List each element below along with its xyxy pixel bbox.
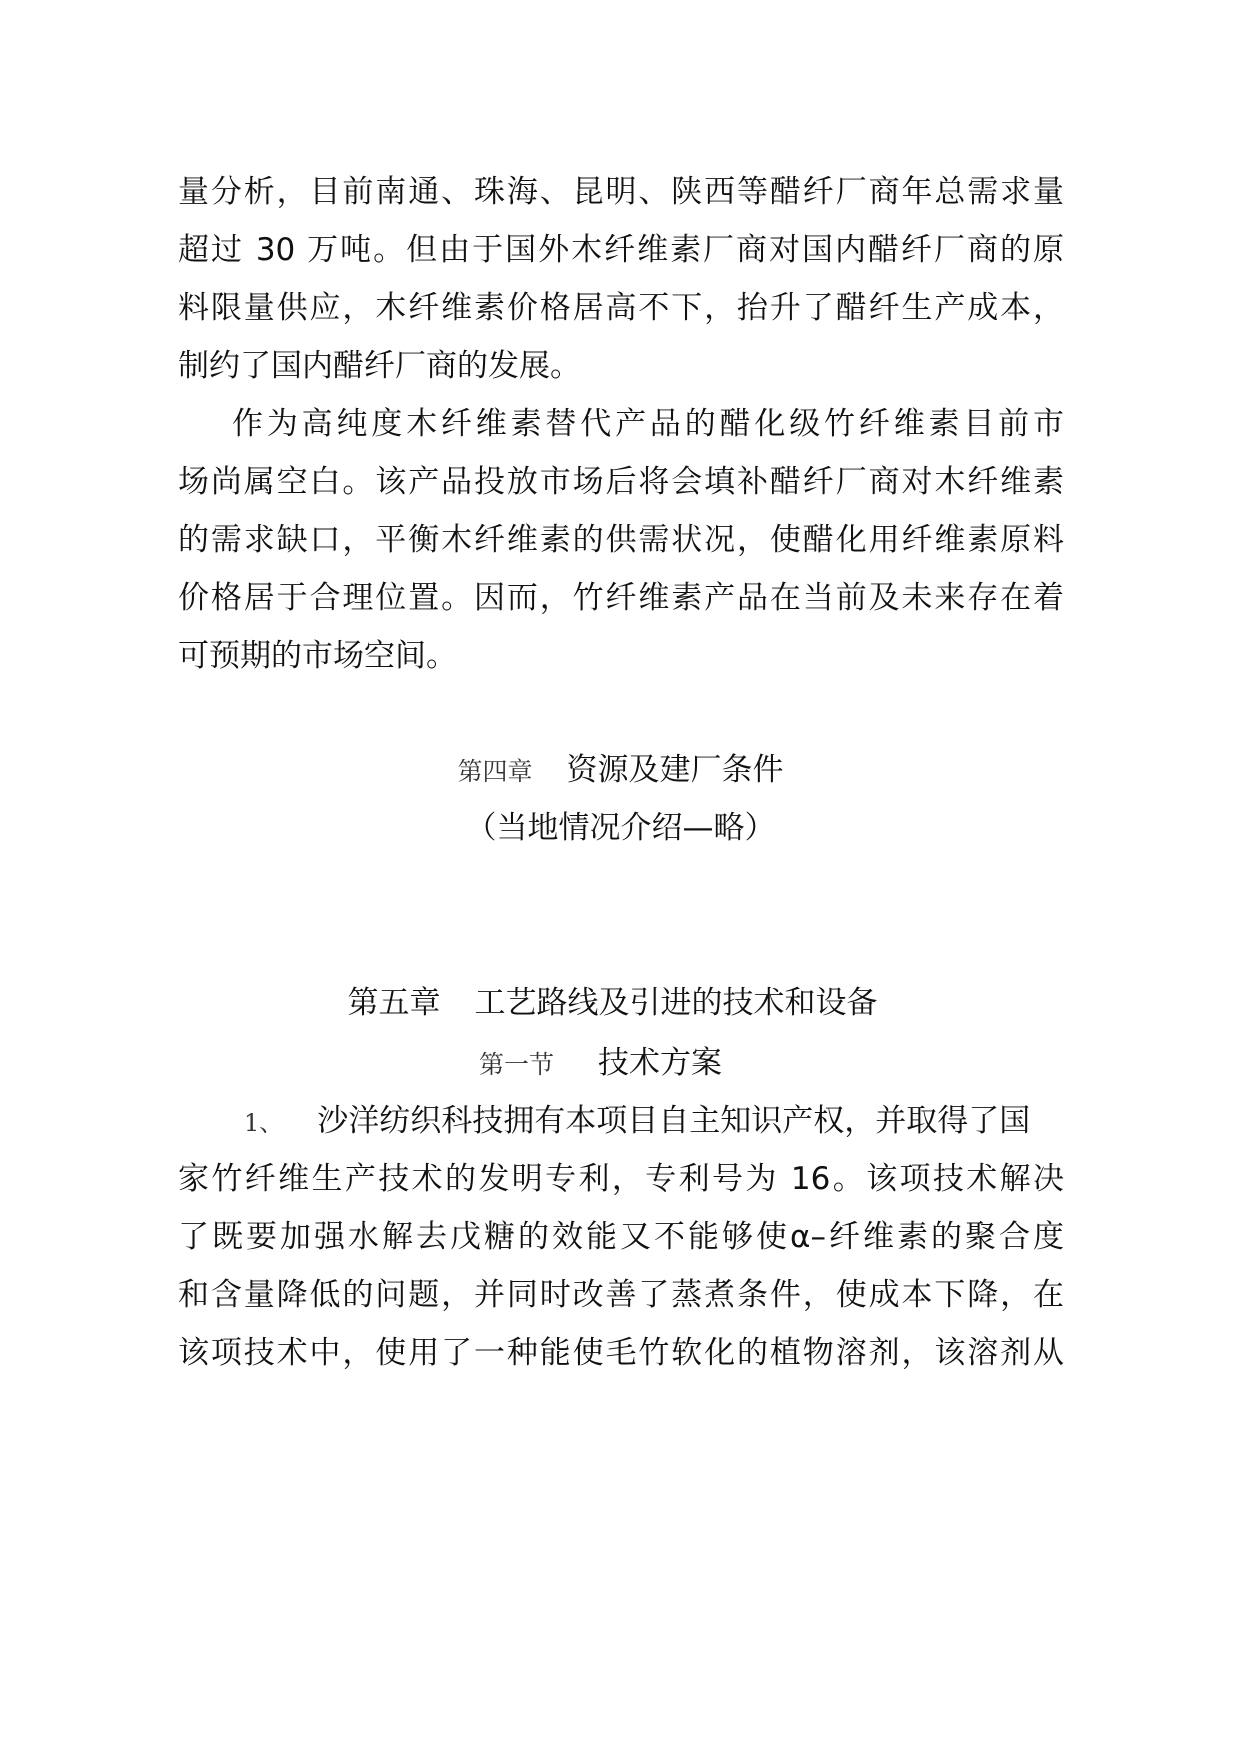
chapter-5-label: 第五章 [347, 985, 441, 1021]
chapter-4-title: 资源及建厂条件 [566, 752, 784, 788]
item-1-line-2: 家竹纤维生产技术的发明专利，专利号为 16。该项技术解决 [178, 1161, 1064, 1197]
paragraph-2-line-2: 场尚属空白。该产品投放市场后将会填补醋纤厂商对木纤维素 [178, 464, 1064, 500]
item-1-line-3: 了既要加强水解去戊糖的效能又不能够使α–纤维素的聚合度 [178, 1219, 1064, 1255]
item-1-line-4: 和含量降低的问题，并同时改善了蒸煮条件，使成本下降，在 [178, 1277, 1064, 1313]
chapter-4-note: （当地情况介绍—略） [465, 810, 776, 846]
chapter-5-heading [0, 983, 1233, 1028]
paragraph-2-line-3: 的需求缺口，平衡木纤维素的供需状况，使醋化用纤维素原料 [178, 522, 1064, 558]
paragraph-2-line-4: 价格居于合理位置。因而，竹纤维素产品在当前及未来存在着 [178, 580, 1064, 616]
paragraph-2-line-5: 可预期的市场空间。 [178, 638, 457, 674]
item-1-first-line [244, 1101, 1064, 1143]
chapter-4-label: 第四章 [457, 757, 533, 786]
paragraph-1-line-4: 制约了国内醋纤厂商的发展。 [178, 348, 581, 384]
section-1-title: 技术方案 [598, 1045, 722, 1081]
chapter-5-title: 工艺路线及引进的技术和设备 [474, 985, 878, 1021]
paragraph-1-line-1: 量分析，目前南通、珠海、昆明、陕西等醋纤厂商年总需求量 [178, 174, 1064, 210]
item-1-line-5: 该项技术中，使用了一种能使毛竹软化的植物溶剂，该溶剂从 [178, 1335, 1064, 1371]
section-1-heading [0, 1043, 1221, 1088]
paragraph-2-line-1: 作为高纯度木纤维素替代产品的醋化级竹纤维素目前市 [232, 406, 1064, 442]
section-1-label: 第一节 [478, 1050, 554, 1079]
chapter-4-heading [0, 750, 1241, 795]
paragraph-1-line-2: 超过 30 万吨。但由于国外木纤维素厂商对国内醋纤厂商的原 [178, 232, 1064, 268]
item-1-number: 1、 [244, 1109, 284, 1137]
paragraph-1-line-3: 料限量供应，木纤维素价格居高不下，抬升了醋纤生产成本， [178, 290, 1064, 326]
item-1-text: 沙洋纺织科技拥有本项目自主知识产权，并取得了国 [317, 1103, 1031, 1139]
